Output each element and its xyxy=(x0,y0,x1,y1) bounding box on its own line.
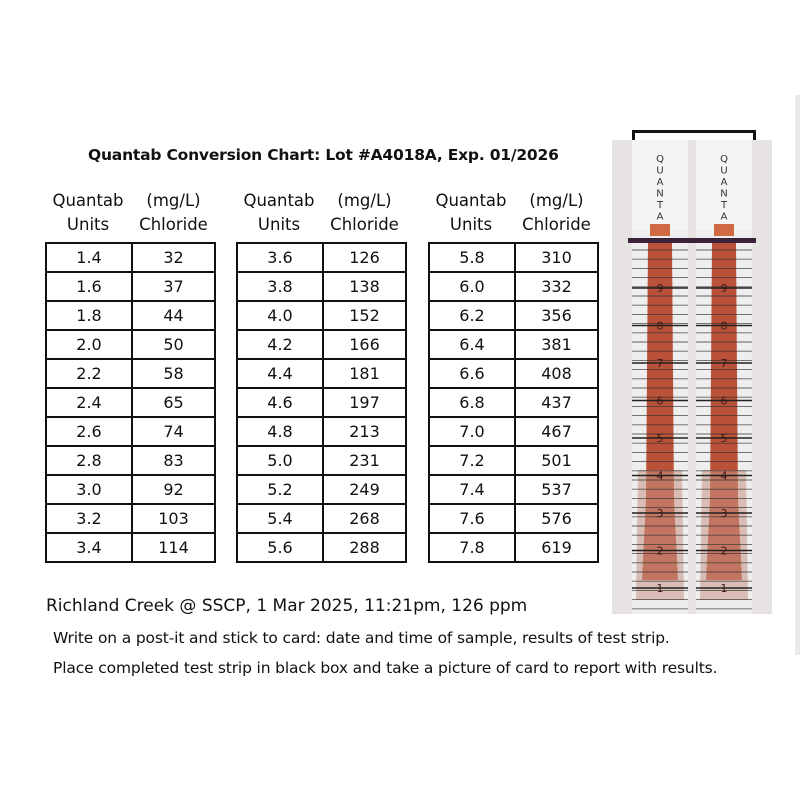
quantab-units-cell: 1.6 xyxy=(46,272,132,301)
table-row xyxy=(46,417,215,446)
instruction-line-1: Write on a post-it and stick to card: date and time of sample, results of test strip. xyxy=(53,629,670,647)
quantab-units-cell: 5.6 xyxy=(237,533,323,562)
header-chloride-line1: (mg/L) xyxy=(529,191,584,210)
chloride-mgl-cell: 58 xyxy=(132,359,215,388)
header-units-line1: Quantab xyxy=(435,191,507,210)
table-row xyxy=(429,504,598,533)
quantab-units-cell: 4.8 xyxy=(237,417,323,446)
photo-edge-shadow xyxy=(795,95,800,655)
quantab-units-cell: 6.2 xyxy=(429,301,515,330)
chloride-mgl-cell: 114 xyxy=(132,533,215,562)
table-row xyxy=(429,388,598,417)
table-row xyxy=(429,446,598,475)
quantab-units-cell: 4.4 xyxy=(237,359,323,388)
black-box-outline xyxy=(632,130,756,133)
header-chloride-line1: (mg/L) xyxy=(146,191,201,210)
quantab-units-cell: 6.4 xyxy=(429,330,515,359)
scale-number: 7 xyxy=(656,357,664,370)
brand-letter: T xyxy=(656,200,664,211)
table-row xyxy=(46,446,215,475)
chloride-mgl-cell: 65 xyxy=(132,388,215,417)
chloride-mgl-cell: 44 xyxy=(132,301,215,330)
chloride-mgl-cell: 619 xyxy=(515,533,598,562)
chloride-mgl-cell: 437 xyxy=(515,388,598,417)
header-units-line2: Units xyxy=(257,215,301,234)
quantab-units-cell: 3.0 xyxy=(46,475,132,504)
sample-result-note: Richland Creek @ SSCP, 1 Mar 2025, 11:21pm, 126 ppm xyxy=(46,596,528,616)
scale-number: 8 xyxy=(656,319,664,333)
header-units-line2: Units xyxy=(66,215,110,234)
scale-number: 3 xyxy=(720,507,728,520)
scale-number: 1 xyxy=(720,582,728,595)
test-strip-photo xyxy=(612,140,772,614)
table-row xyxy=(46,388,215,417)
test-strip-right xyxy=(692,140,756,614)
chloride-mgl-cell: 381 xyxy=(515,330,598,359)
brand-letter: N xyxy=(720,188,728,200)
scale-number: 4 xyxy=(656,469,664,483)
chloride-mgl-cell: 138 xyxy=(323,272,406,301)
chloride-mgl-cell: 83 xyxy=(132,446,215,475)
quantab-units-cell: 4.2 xyxy=(237,330,323,359)
quantab-units-cell: 3.6 xyxy=(237,243,323,272)
chloride-mgl-cell: 408 xyxy=(515,359,598,388)
table-row xyxy=(237,388,406,417)
quantab-units-cell: 7.6 xyxy=(429,504,515,533)
quantab-units-cell: 3.4 xyxy=(46,533,132,562)
chloride-mgl-cell: 268 xyxy=(323,504,406,533)
scale-number: 4 xyxy=(720,469,728,483)
header-chloride-line1: (mg/L) xyxy=(337,191,392,210)
table-row xyxy=(46,359,215,388)
chloride-mgl-cell: 126 xyxy=(323,243,406,272)
table-row xyxy=(237,533,406,562)
instruction-line-2: Place completed test strip in black box and take a picture of card to report with results. xyxy=(53,659,718,677)
table-row xyxy=(237,243,406,272)
table-row xyxy=(429,330,598,359)
header-chloride-line2: Chloride xyxy=(522,215,591,234)
conversion-table xyxy=(236,242,407,563)
scale-number: 5 xyxy=(720,432,728,445)
table-row xyxy=(46,272,215,301)
table-row xyxy=(237,359,406,388)
quantab-units-cell: 2.8 xyxy=(46,446,132,475)
table-row xyxy=(429,533,598,562)
chloride-mgl-cell: 356 xyxy=(515,301,598,330)
chloride-mgl-cell: 152 xyxy=(323,301,406,330)
chloride-mgl-cell: 197 xyxy=(323,388,406,417)
quantab-units-cell: 2.0 xyxy=(46,330,132,359)
quantab-units-cell: 4.6 xyxy=(237,388,323,417)
brand-letter: A xyxy=(720,177,728,188)
table-row xyxy=(429,272,598,301)
quantab-units-cell: 6.0 xyxy=(429,272,515,301)
quantab-units-cell: 2.2 xyxy=(46,359,132,388)
table-row xyxy=(429,243,598,272)
quantab-units-cell: 7.8 xyxy=(429,533,515,562)
strip-band xyxy=(628,238,692,243)
quantab-units-cell: 1.4 xyxy=(46,243,132,272)
header-chloride-line2: Chloride xyxy=(139,215,208,234)
header-units-line1: Quantab xyxy=(243,191,315,210)
chloride-mgl-cell: 467 xyxy=(515,417,598,446)
chloride-mgl-cell: 50 xyxy=(132,330,215,359)
chloride-mgl-cell: 166 xyxy=(323,330,406,359)
brand-letter: Q xyxy=(656,154,664,165)
quantab-units-cell: 5.4 xyxy=(237,504,323,533)
chloride-mgl-cell: 576 xyxy=(515,504,598,533)
quantab-units-cell: 2.4 xyxy=(46,388,132,417)
table-row xyxy=(429,359,598,388)
chloride-mgl-cell: 103 xyxy=(132,504,215,533)
chloride-mgl-cell: 537 xyxy=(515,475,598,504)
strip-wick xyxy=(650,224,670,236)
scale-number: 5 xyxy=(656,432,664,445)
table-row xyxy=(237,301,406,330)
table-row xyxy=(46,243,215,272)
table-row xyxy=(46,330,215,359)
quantab-units-cell: 5.8 xyxy=(429,243,515,272)
scale-number: 1 xyxy=(656,582,664,595)
brand-letter: U xyxy=(656,165,664,177)
scale-number: 9 xyxy=(656,282,664,295)
table-row xyxy=(237,330,406,359)
chloride-mgl-cell: 32 xyxy=(132,243,215,272)
chloride-mgl-cell: 74 xyxy=(132,417,215,446)
chloride-mgl-cell: 231 xyxy=(323,446,406,475)
strip-wick xyxy=(714,224,734,236)
chloride-mgl-cell: 37 xyxy=(132,272,215,301)
scale-number: 7 xyxy=(720,357,728,370)
brand-letter: A xyxy=(720,211,728,223)
table-row xyxy=(46,533,215,562)
scale-number: 2 xyxy=(656,544,664,558)
quantab-units-cell: 6.8 xyxy=(429,388,515,417)
quantab-units-cell: 4.0 xyxy=(237,301,323,330)
scale-number: 9 xyxy=(720,282,728,295)
chloride-mgl-cell: 288 xyxy=(323,533,406,562)
quantab-units-cell: 3.2 xyxy=(46,504,132,533)
quantab-units-cell: 5.2 xyxy=(237,475,323,504)
quantab-units-cell: 7.2 xyxy=(429,446,515,475)
quantab-units-cell: 3.8 xyxy=(237,272,323,301)
quantab-units-cell: 7.0 xyxy=(429,417,515,446)
table-row xyxy=(237,504,406,533)
chloride-mgl-cell: 181 xyxy=(323,359,406,388)
quantab-units-cell: 1.8 xyxy=(46,301,132,330)
header-units-line2: Units xyxy=(449,215,493,234)
quantab-units-cell: 7.4 xyxy=(429,475,515,504)
table-row xyxy=(237,446,406,475)
table-row xyxy=(429,475,598,504)
header-units-line1: Quantab xyxy=(52,191,124,210)
quantab-units-cell: 2.6 xyxy=(46,417,132,446)
brand-letter: Q xyxy=(720,154,728,165)
table-row xyxy=(46,475,215,504)
strip-band xyxy=(692,238,756,243)
chloride-mgl-cell: 92 xyxy=(132,475,215,504)
chart-title: Quantab Conversion Chart: Lot #A4018A, Exp. 01/2026 xyxy=(88,146,559,164)
table-row xyxy=(237,475,406,504)
chloride-mgl-cell: 213 xyxy=(323,417,406,446)
quantab-units-cell: 6.6 xyxy=(429,359,515,388)
chloride-mgl-cell: 501 xyxy=(515,446,598,475)
chloride-mgl-cell: 310 xyxy=(515,243,598,272)
table-row xyxy=(429,301,598,330)
table-row xyxy=(46,301,215,330)
header-chloride-line2: Chloride xyxy=(330,215,399,234)
scale-number: 3 xyxy=(656,507,664,520)
test-strip-left xyxy=(628,140,692,614)
scale-number: 2 xyxy=(720,544,728,558)
test-strips-drawing xyxy=(612,140,772,614)
table-row xyxy=(429,417,598,446)
brand-letter: T xyxy=(720,200,728,211)
brand-letter: A xyxy=(656,211,664,223)
scale-number: 6 xyxy=(720,394,728,408)
quantab-units-cell: 5.0 xyxy=(237,446,323,475)
conversion-table xyxy=(45,242,216,563)
scale-number: 8 xyxy=(720,319,728,333)
brand-letter: N xyxy=(656,188,664,200)
table-row xyxy=(46,504,215,533)
scale-number: 6 xyxy=(656,394,664,408)
conversion-table xyxy=(428,242,599,563)
brand-letter: A xyxy=(656,177,664,188)
table-row xyxy=(237,417,406,446)
table-row xyxy=(237,272,406,301)
brand-letter: U xyxy=(720,165,728,177)
chloride-mgl-cell: 332 xyxy=(515,272,598,301)
chloride-mgl-cell: 249 xyxy=(323,475,406,504)
